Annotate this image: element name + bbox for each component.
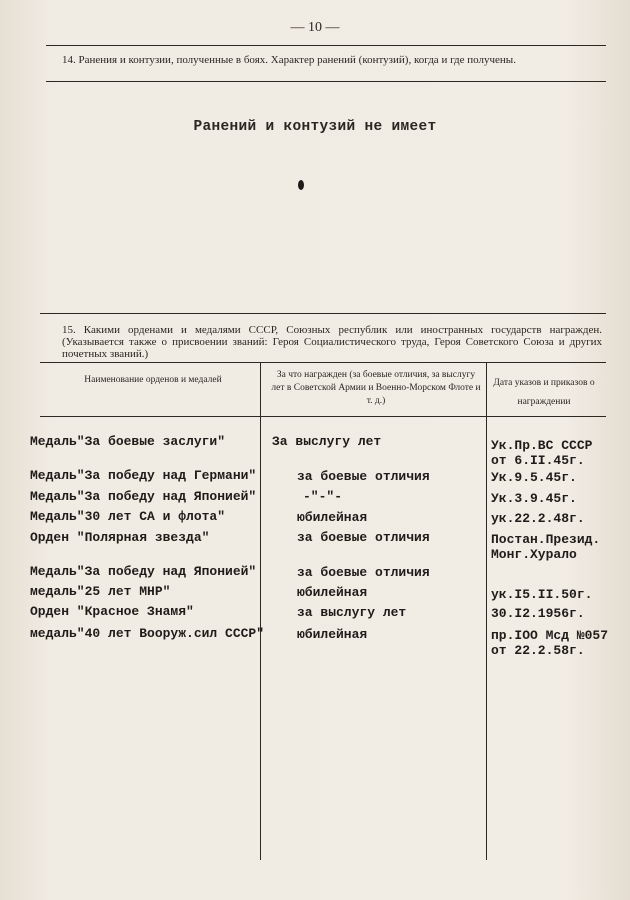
- table-row-8-reason: за выслугу лет: [297, 605, 407, 620]
- table-row-7-name: медаль"25 лет МНР": [30, 584, 171, 599]
- table-row-7-date: ук.I5.II.50г.: [491, 587, 593, 602]
- table-row-9-name: медаль"40 лет Вооруж.сил СССР": [30, 626, 265, 641]
- section15-top-rule: [40, 313, 606, 314]
- section14-answer: Ранений и контузий не имеет: [193, 119, 437, 135]
- table-row-8-date: 30.I2.1956г.: [491, 606, 585, 621]
- table-header-bottom-rule: [40, 416, 606, 417]
- table-row-9-date: пр.IOO Мсд №057 от 22.2.58г.: [491, 628, 609, 658]
- table-row-4-reason: юбилейная: [297, 510, 368, 525]
- column-divider-2: [486, 362, 487, 860]
- table-row-4-name: Медаль"30 лет СА и флота": [30, 509, 226, 524]
- table-row-2-reason: за боевые отличия: [297, 469, 430, 484]
- table-header-top-rule: [40, 362, 606, 363]
- ink-blot: [298, 180, 304, 190]
- section14-top-rule: [46, 45, 606, 46]
- table-row-6-reason: за боевые отличия: [297, 565, 430, 580]
- table-row-3-name: Медаль"За победу над Японией": [30, 489, 257, 504]
- column-divider-1: [260, 362, 261, 860]
- section14-heading: 14. Ранения и контузии, полученные в боях. Характер ранений (контузий), когда и где получены.: [62, 54, 516, 66]
- table-row-2-name: Медаль"За победу над Германи": [30, 468, 257, 483]
- column-header-date: Дата указов и приказов о награждении: [493, 378, 595, 407]
- table-row-3-reason: -"-"-: [303, 489, 343, 504]
- table-row-1-name: Медаль"За боевые заслуги": [30, 434, 226, 449]
- table-row-9-reason: юбилейная: [297, 627, 368, 642]
- column-header-reason: За что награжден (за боевые отличия, за выслугу лет в Советской Армии и Военно-Морском Флоте и т. д.): [271, 370, 481, 406]
- section14-bottom-rule: [46, 81, 606, 82]
- table-row-3-date: Ук.3.9.45г.: [491, 491, 577, 506]
- table-row-7-reason: юбилейная: [297, 585, 368, 600]
- table-row-5-name: Орден "Полярная звезда": [30, 530, 210, 545]
- table-row-6-name: Медаль"За победу над Японией": [30, 564, 257, 579]
- table-row-5-date: Постан.Презид. Монг.Хурало: [491, 532, 601, 562]
- table-row-8-name: Орден "Красное Знамя": [30, 604, 194, 619]
- table-row-1-date: Ук.Пр.ВС СССР от 6.II.45г.: [491, 438, 593, 468]
- section15-heading: 15. Какими орденами и медалями СССР, Союзных республик или иностранных государств награжден. (Указывается также о присвоении званий: Героя Социалистического труда, Героя Советского Союза и других почетных званий.): [62, 324, 602, 360]
- table-row-5-reason: за боевые отличия: [297, 530, 430, 545]
- page-number: — 10 —: [290, 20, 340, 35]
- table-row-2-date: Ук.9.5.45г.: [491, 470, 577, 485]
- column-header-name: Наименование орденов и медалей: [84, 375, 222, 385]
- table-row-4-date: ук.22.2.48г.: [491, 511, 585, 526]
- table-row-1-reason: За выслугу лет: [272, 434, 382, 449]
